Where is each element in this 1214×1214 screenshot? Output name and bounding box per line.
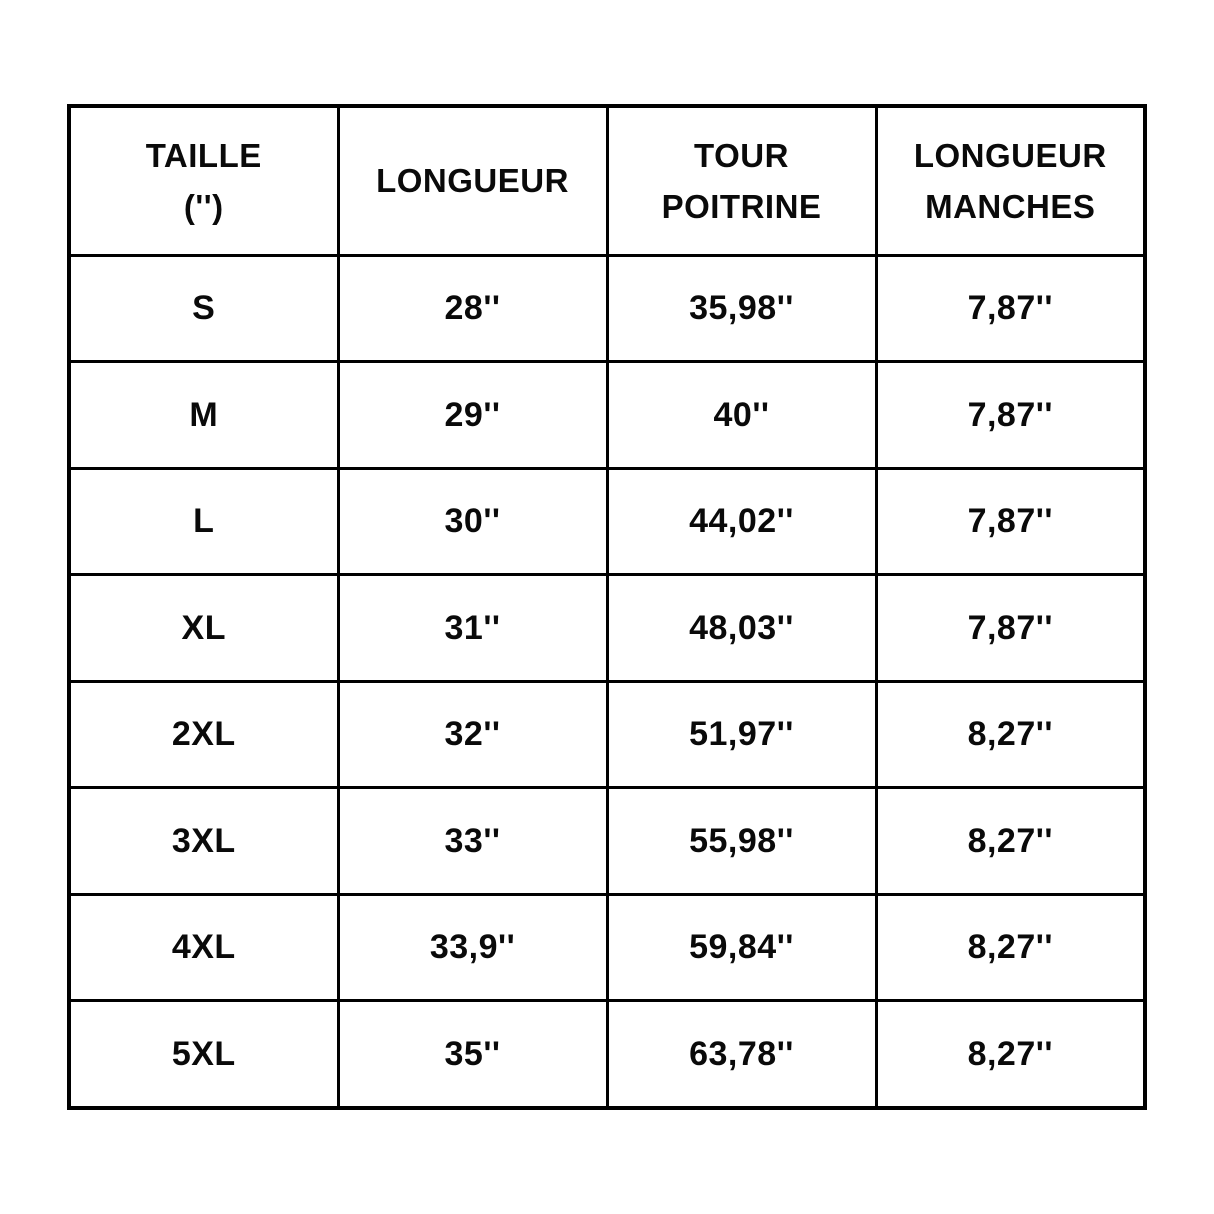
cell-size: XL (69, 575, 338, 681)
cell-longueur: 32'' (338, 681, 607, 787)
cell-tour-poitrine: 44,02'' (607, 468, 876, 574)
header-longueur-manches-line2: MANCHES (925, 188, 1096, 225)
size-chart-table (67, 104, 1147, 1110)
cell-tour-poitrine: 63,78'' (607, 1001, 876, 1108)
table-row-2xl (69, 681, 1145, 787)
cell-longueur: 29'' (338, 362, 607, 468)
table-row-5xl (69, 1001, 1145, 1108)
cell-tour-poitrine: 35,98'' (607, 256, 876, 362)
cell-tour-poitrine: 40'' (607, 362, 876, 468)
cell-tour-poitrine: 55,98'' (607, 788, 876, 894)
cell-longueur-manches: 8,27'' (876, 788, 1145, 894)
cell-size: 4XL (69, 894, 338, 1000)
table-row-3xl (69, 788, 1145, 894)
header-cell-longueur (338, 106, 607, 256)
cell-longueur: 28'' (338, 256, 607, 362)
cell-tour-poitrine: 59,84'' (607, 894, 876, 1000)
cell-longueur-manches: 8,27'' (876, 894, 1145, 1000)
cell-longueur-manches: 7,87'' (876, 468, 1145, 574)
cell-tour-poitrine: 48,03'' (607, 575, 876, 681)
cell-size: L (69, 468, 338, 574)
table-row-m (69, 362, 1145, 468)
cell-longueur-manches: 7,87'' (876, 575, 1145, 681)
table-row-l (69, 468, 1145, 574)
header-cell-taille (69, 106, 338, 256)
cell-longueur-manches: 8,27'' (876, 681, 1145, 787)
size-chart-body (69, 256, 1145, 1109)
cell-size: 2XL (69, 681, 338, 787)
size-chart-header (69, 106, 1145, 256)
header-taille-line1: TAILLE (145, 136, 262, 174)
cell-longueur: 31'' (338, 575, 607, 681)
cell-size: M (69, 362, 338, 468)
cell-tour-poitrine: 51,97'' (607, 681, 876, 787)
cell-longueur-manches: 7,87'' (876, 362, 1145, 468)
header-cell-tour-poitrine (607, 106, 876, 256)
header-longueur-line1: LONGUEUR (376, 162, 569, 200)
header-row (69, 106, 1145, 256)
table-row-4xl (69, 894, 1145, 1000)
header-tour-poitrine-line1: TOUR (694, 136, 789, 174)
header-taille-line2: ('') (183, 188, 224, 225)
cell-size: 5XL (69, 1001, 338, 1108)
cell-longueur: 33'' (338, 788, 607, 894)
header-tour-poitrine-line2: POITRINE (661, 188, 822, 225)
cell-longueur-manches: 8,27'' (876, 1001, 1145, 1108)
header-longueur-manches-line1: LONGUEUR (913, 136, 1107, 174)
cell-longueur: 30'' (338, 468, 607, 574)
cell-longueur: 33,9'' (338, 894, 607, 1000)
header-cell-longueur-manches (876, 106, 1145, 256)
table-row-xl (69, 575, 1145, 681)
cell-longueur-manches: 7,87'' (876, 256, 1145, 362)
cell-longueur: 35'' (338, 1001, 607, 1108)
cell-size: S (69, 256, 338, 362)
cell-size: 3XL (69, 788, 338, 894)
table-row-s (69, 256, 1145, 362)
